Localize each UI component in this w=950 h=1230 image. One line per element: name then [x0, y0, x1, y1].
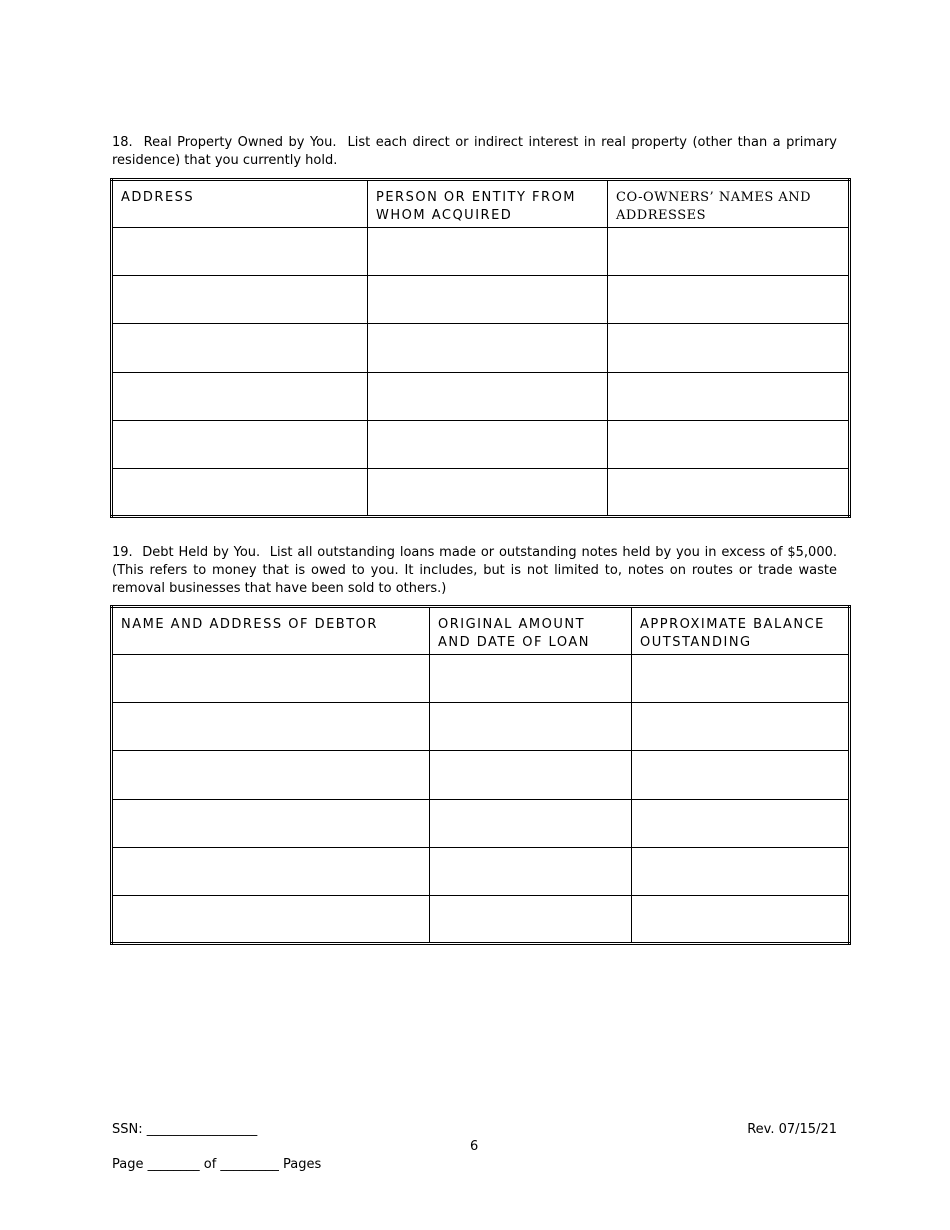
- table-row: [112, 324, 850, 372]
- debtor-cell[interactable]: [112, 703, 430, 751]
- section-18-instructions: [112, 134, 837, 170]
- table-row: [112, 655, 850, 703]
- co-owners-cell[interactable]: [608, 228, 850, 276]
- address-cell[interactable]: [112, 372, 368, 420]
- debtor-cell[interactable]: [112, 847, 430, 895]
- section-18-body: List each direct or indirect interest in real property (other than a primary residence) that you currently hold.: [112, 135, 838, 168]
- balance-cell[interactable]: [632, 751, 850, 799]
- section-18-title: Real Property Owned by You.: [143, 135, 337, 150]
- balance-cell[interactable]: [632, 655, 850, 703]
- section-19-instructions: [112, 544, 837, 598]
- column-header-co-owners: CO-OWNERS’ NAMES AND ADDRESSES: [608, 180, 850, 228]
- column-header-debtor: NAME AND ADDRESS OF DEBTOR: [112, 607, 430, 655]
- acquired-from-cell[interactable]: [368, 228, 608, 276]
- table-row: [112, 703, 850, 751]
- section-19-body: List all outstanding loans made or outstanding notes held by you in excess of $5,000. (This refers to money that is owed to you. It includes, but is not limited to, notes on routes or trade waste removal businesses that have been sold to others.): [112, 545, 838, 596]
- address-cell[interactable]: [112, 228, 368, 276]
- section-18-number: 18.: [112, 135, 133, 150]
- column-header-acquired-from: PERSON OR ENTITY FROM WHOM ACQUIRED: [368, 180, 608, 228]
- address-cell[interactable]: [112, 468, 368, 516]
- address-cell[interactable]: [112, 420, 368, 468]
- column-header-original-amount: ORIGINAL AMOUNT AND DATE OF LOAN: [430, 607, 632, 655]
- table-row: [112, 751, 850, 799]
- section-19-title: Debt Held by You.: [142, 545, 261, 560]
- page-number: 6: [470, 1139, 479, 1154]
- original-amount-cell[interactable]: [430, 847, 632, 895]
- revision-date: Rev. 07/15/21: [747, 1122, 837, 1137]
- table-row: [112, 847, 850, 895]
- table-header-row: [112, 180, 850, 228]
- acquired-from-cell[interactable]: [368, 372, 608, 420]
- ssn-field[interactable]: SSN: _________________: [112, 1122, 258, 1137]
- acquired-from-cell[interactable]: [368, 324, 608, 372]
- table-row: [112, 420, 850, 468]
- address-cell[interactable]: [112, 324, 368, 372]
- balance-cell[interactable]: [632, 895, 850, 943]
- table-row: [112, 895, 850, 943]
- balance-cell[interactable]: [632, 799, 850, 847]
- debtor-cell[interactable]: [112, 895, 430, 943]
- debtor-cell[interactable]: [112, 655, 430, 703]
- acquired-from-cell[interactable]: [368, 468, 608, 516]
- real-property-table: [110, 178, 851, 518]
- debtor-cell[interactable]: [112, 799, 430, 847]
- co-owners-cell[interactable]: [608, 468, 850, 516]
- table-row: [112, 228, 850, 276]
- table-row: [112, 468, 850, 516]
- debt-held-table: [110, 605, 851, 945]
- table-row: [112, 372, 850, 420]
- co-owners-cell[interactable]: [608, 324, 850, 372]
- acquired-from-cell[interactable]: [368, 420, 608, 468]
- original-amount-cell[interactable]: [430, 799, 632, 847]
- original-amount-cell[interactable]: [430, 895, 632, 943]
- table-row: [112, 799, 850, 847]
- co-owners-cell[interactable]: [608, 372, 850, 420]
- page-of-pages-field[interactable]: Page ________ of _________ Pages: [112, 1157, 322, 1172]
- co-owners-cell[interactable]: [608, 276, 850, 324]
- debtor-cell[interactable]: [112, 751, 430, 799]
- original-amount-cell[interactable]: [430, 751, 632, 799]
- original-amount-cell[interactable]: [430, 655, 632, 703]
- address-cell[interactable]: [112, 276, 368, 324]
- section-19-number: 19.: [112, 545, 133, 560]
- acquired-from-cell[interactable]: [368, 276, 608, 324]
- table-header-row: [112, 607, 850, 655]
- balance-cell[interactable]: [632, 703, 850, 751]
- original-amount-cell[interactable]: [430, 703, 632, 751]
- co-owners-cell[interactable]: [608, 420, 850, 468]
- column-header-balance: APPROXIMATE BALANCE OUTSTANDING: [632, 607, 850, 655]
- balance-cell[interactable]: [632, 847, 850, 895]
- column-header-address: ADDRESS: [112, 180, 368, 228]
- table-row: [112, 276, 850, 324]
